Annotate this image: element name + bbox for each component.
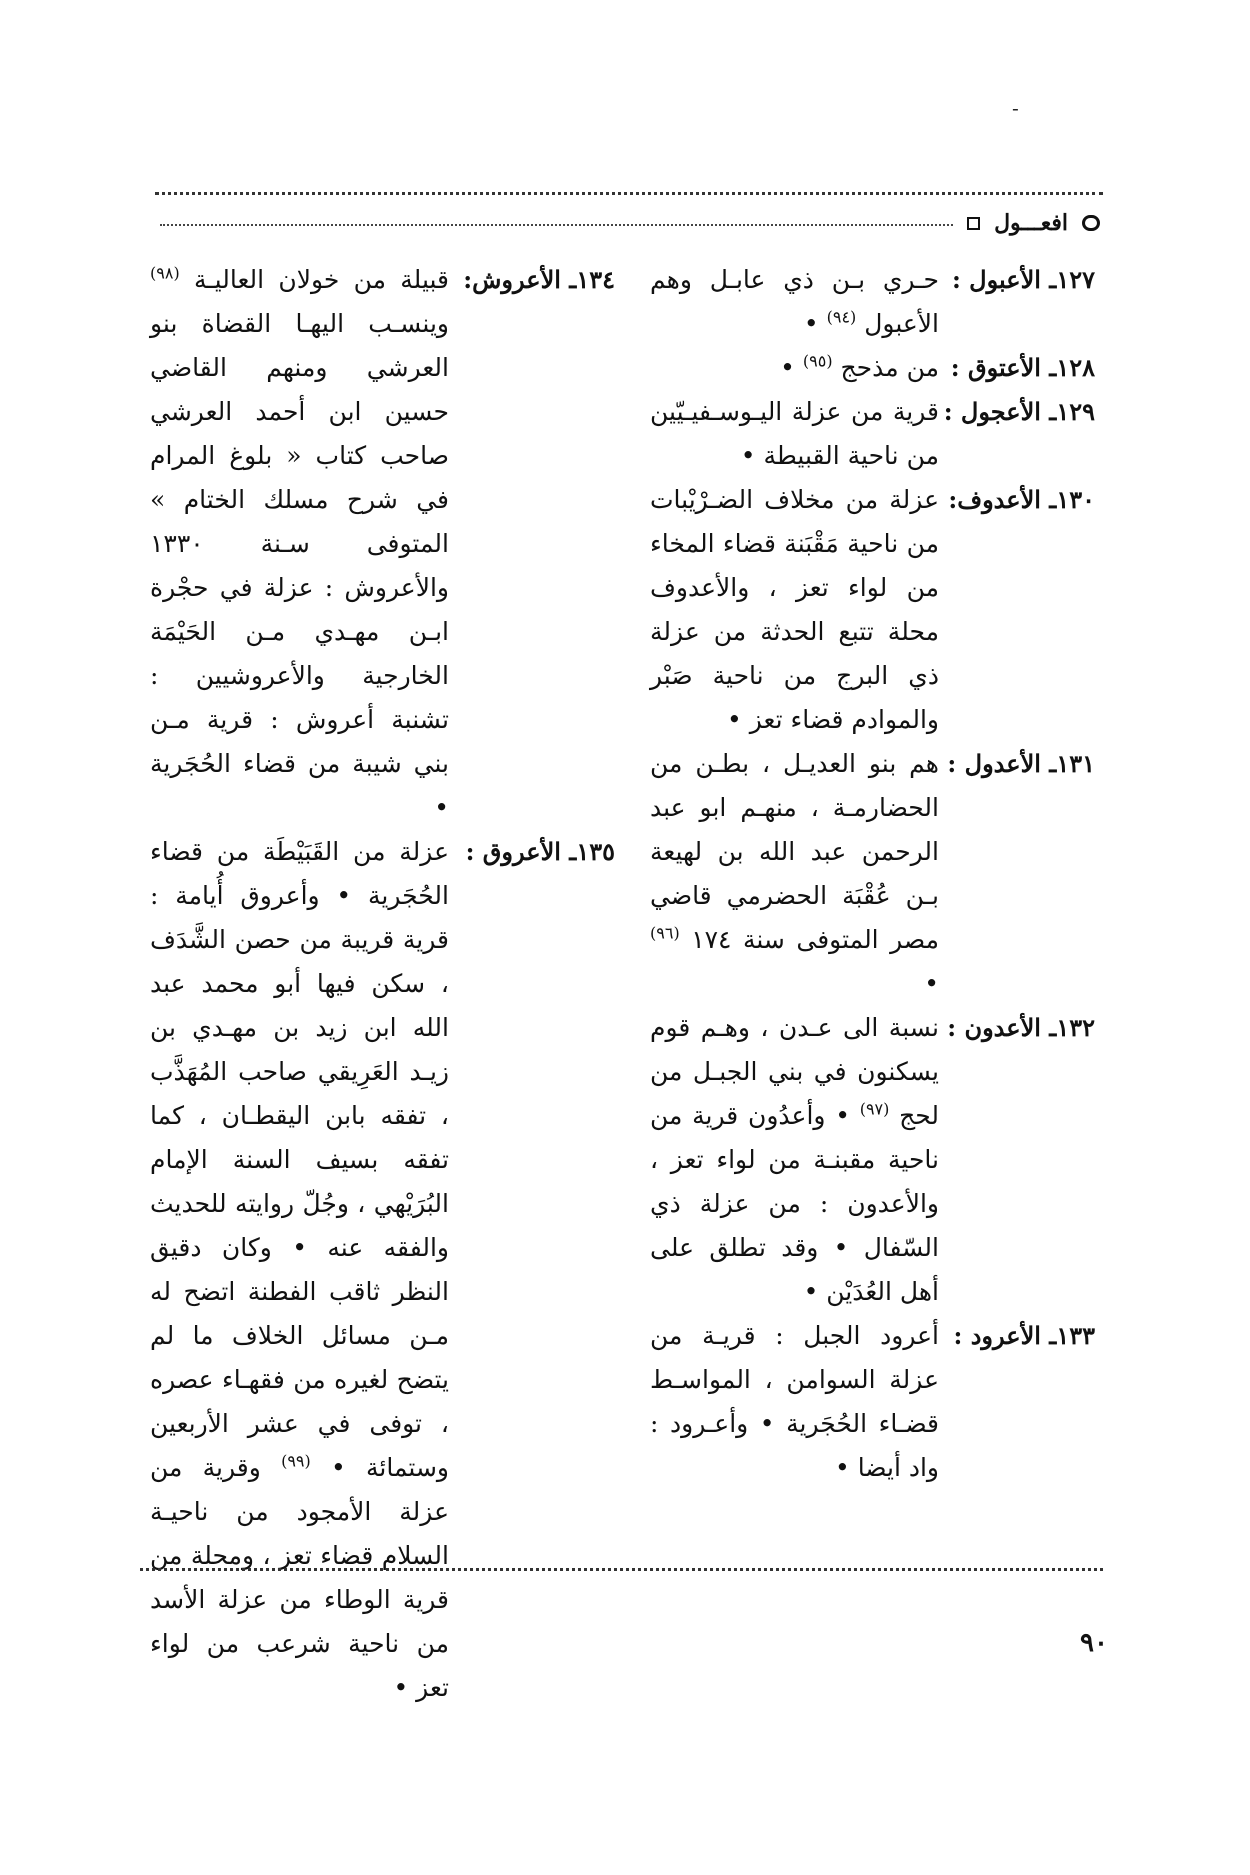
right-column	[650, 258, 1095, 1490]
footnote-ref: (٩٤)	[826, 307, 857, 327]
entry-129	[650, 390, 1095, 478]
top-dotted-rule	[155, 192, 1103, 195]
bottom-dotted-rule	[140, 1568, 1103, 1571]
entry-text: عزلة من القَبَيْطَة من قضاء الحُجَرية • وأعروق أُيامة : قرية قريبة من حصن الشَّدَف ، سكن فيها أبو محمد عبد الله ابن زيد بن مهـدي بن زيـد العَرِيقي صاحب المُهَذَّب ، تفقه بابن اليقطـان ، كما تفقه بسيف السنة الإمام البُرَيْهي ، وجُلّ روايته للحديث والفقه عنه • وكان دقيق النظر ثاقب الفطنة اتضح له مـن مسائل الخلاف ما لم يتضح لغيره من فقهـاء عصره ، توفى في عشر الأربعين وستمائة • $^{(٩٩)}$ وقرية من عزلة الأمجود من ناحيـة السلام قضاء تعز ، ومحلة من قرية الوطاء من عزلة الأسد من ناحية شرعب من لواء تعز •	[150, 837, 449, 1702]
footnote-ref: (٩٥)	[802, 351, 833, 371]
footnote-ref: (٩٨)	[150, 263, 180, 283]
entry-heading: ١٣٢ـ الأعدون :	[947, 1013, 1095, 1042]
entry-heading: ١٣٠ـ الأعدوف:	[948, 485, 1095, 514]
running-head-dots	[160, 224, 953, 226]
entry-text: من مذحج $^{(٩٥)}$ •	[780, 351, 939, 382]
entry-131	[650, 742, 1095, 1006]
entry-heading: ١٣٣ـ الأعرود :	[953, 1321, 1095, 1350]
footnote-ref: (٩٧)	[859, 1099, 890, 1119]
left-column	[150, 258, 615, 1710]
entry-128	[650, 346, 1095, 390]
entry-text: هم بنو العديـل ، بطـن من الحضارمـة ، منهـم ابو عبد الرحمن عبد الله بن لهيعة بـن عُقْبَة الحضرمي قاضي مصر المتوفى سنة ١٧٤ $^{(٩٦)}$ •	[650, 749, 939, 998]
entry-heading: ١٣١ـ الأعدول :	[947, 749, 1095, 778]
corner-mark: -	[1012, 96, 1019, 120]
entry-heading: ١٢٩ـ الأعجول :	[943, 397, 1095, 426]
entry-135	[150, 830, 615, 1710]
entry-heading: ١٣٤ـ الأعروش:	[463, 265, 615, 294]
entry-127	[650, 258, 1095, 346]
entry-130	[650, 478, 1095, 742]
footnote-ref: (٩٩)	[281, 1451, 311, 1471]
entry-text: حـري بـن ذي عابـل وهم الأعبول $^{(٩٤)}$ •	[650, 265, 939, 338]
entry-heading: ١٢٧ـ الأعبول :	[951, 265, 1095, 294]
page-number: ٩٠	[1080, 1628, 1108, 1658]
entry-text: أعرود الجبل : قريـة من عزلة السوامن ، المواسـط قضـاء الحُجَرية • وأعـرود : واد أيضا •	[650, 1321, 939, 1482]
entry-text: عزلة من مخلاف الضـرْيْبات من ناحية مَقْبَنة قضاء المخاء من لواء تعز ، والأعدوف محلة تتبع الحدثة من عزلة ذي البرج من ناحية صَبْر والموادم قضاء تعز •	[650, 485, 939, 734]
entry-133	[650, 1314, 1095, 1490]
entry-text: قبيلة من خولان العاليـة $^{(٩٨)}$ وينسـب اليهـا القضاة بنو العرشي ومنهم القاضي حسين ابن أحمد العرشي صاحب كتاب « بلوغ المرام في شرح مسلك الختام » المتوفى سـنة ١٣٣٠ والأعروش : عزلة في حجْرة ابـن مهـدي مـن الحَيْمَة الخارجية والأعروشيين : تشنبة أعروش : قرية مـن بني شيبة من قضاء الحُجَرية •	[150, 263, 449, 822]
entry-134	[150, 258, 615, 830]
square-icon	[967, 217, 980, 230]
entry-heading: ١٢٨ـ الأعتوق :	[950, 353, 1095, 382]
entry-132	[650, 1006, 1095, 1314]
entry-text: نسبة الى عـدن ، وهـم قوم يسكنون في بني الجبـل من لحج $^{(٩٧)}$ • وأعدُون قرية من ناحية مقبنـة من لواء تعز ، والأعدون : من عزلة ذي السّفال • وقد تطلق على أهل العُدَيْن •	[650, 1013, 940, 1306]
entry-heading: ١٣٥ـ الأعروق :	[465, 837, 615, 866]
running-head	[160, 208, 1100, 238]
footnote-ref: (٩٦)	[650, 923, 680, 943]
ornament-icon	[1082, 215, 1100, 231]
entry-text: قرية من عزلة اليـوسـفيـيّين من ناحية القبيطة •	[650, 397, 939, 470]
running-head-title: افعـــول	[994, 210, 1068, 236]
